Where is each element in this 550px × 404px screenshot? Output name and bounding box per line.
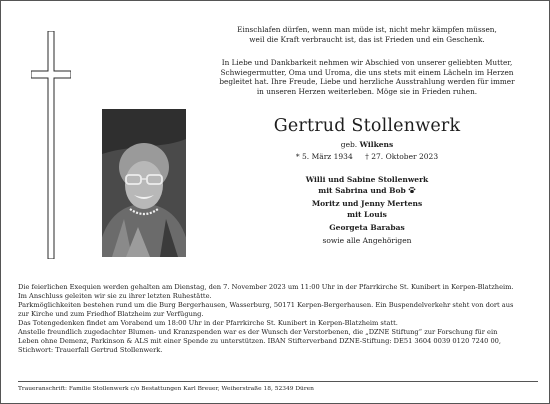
details-line: Parkmöglichkeiten bestehen rund um die Burg Bergerhausen, Wasserburg, 50171 Kerpen-Bergerhausen. Ein Buspendelverkehr steht von dort aus: [18, 301, 514, 310]
details-line: zur Kirche und zum Friedhof Blatzheim zur Verfügung.: [18, 310, 204, 319]
quote-line: weil die Kraft verbraucht ist, das ist Frieden und ein Geschenk.: [249, 34, 485, 44]
mourners: [216, 174, 518, 246]
dedication-line: in unseren Herzen weiterleben. Möge sie in Frieden ruhen.: [256, 86, 478, 96]
cross-icon: [31, 31, 71, 259]
details-line: Die feierlichen Exequien werden gehalten am Dienstag, den 7. November 2023 um 11:00 Uhr in der Pfarrkirche St. Kunibert in Kerpen-Blatzheim.: [18, 283, 514, 291]
mourner-line: Willi und Sabine Stollenwerk: [305, 175, 429, 184]
quote: [216, 25, 518, 44]
mourning-address: Traueranschrift: Familie Stollenwerk c/o Bestattungen Karl Breuer, Weiherstraße 18, 52349 Düren: [18, 386, 314, 392]
paw-icon: [408, 186, 416, 194]
details-line: Leben ohne Demenz, Parkinson & ALS mit einer Spende zu unterstützen. IBAN Stifterverband DZNE-Stiftung: DE51 3604 0039 0120 7240 00,: [18, 337, 502, 346]
birth-name: [216, 140, 518, 150]
mourner-line: mit Louis: [347, 210, 387, 219]
mourner-line: mit Sabrina und Bob: [216, 185, 518, 196]
mourner-line: Moritz und Jenny Mertens: [311, 199, 423, 208]
footer-divider: [18, 381, 538, 382]
dedication-line: Schwiegermutter, Oma und Uroma, die uns stets mit einem Lächeln im Herzen: [220, 67, 514, 77]
mourner-group: [216, 198, 518, 220]
portrait-photo: [102, 109, 186, 257]
mourner-group: [216, 174, 518, 196]
quote-line: Einschlafen dürfen, wenn man müde ist, nicht mehr kämpfen müssen,: [237, 25, 497, 34]
dedication-text: [216, 58, 518, 96]
death-date: † 27. Oktober 2023: [365, 152, 439, 161]
other-mourners: sowie alle Angehörigen: [322, 236, 412, 245]
details-line: Stichwort: Trauerfall Gertrud Stollenwerk.: [18, 346, 163, 355]
dedication-line: begleitet hat. Ihre Freude, Liebe und herzliche Ausstrahlung werden für immer: [219, 77, 515, 87]
mourner-group: [216, 222, 518, 233]
birth-name-prefix: geb.: [340, 140, 358, 149]
funeral-details: [18, 283, 538, 355]
birth-name-value: Wilkens: [359, 140, 394, 149]
details-line: Anstelle freundlich zugedachter Blumen- und Kranzspenden war es der Wunsch der Verstorbenen, die „DZNE Stiftung“ zur Forschung für ein: [18, 328, 498, 337]
dedication-line: In Liebe und Dankbarkeit nehmen wir Abschied von unserer geliebten Mutter,: [221, 58, 513, 67]
details-line: Das Totengedenken findet am Vorabend um 18:00 Uhr in der Pfarrkirche St. Kunibert in Kerpen-Blatzheim statt.: [18, 319, 398, 328]
details-line: Im Anschluss geleiten wir sie zu ihrer letzten Ruhestätte.: [18, 292, 212, 301]
birth-date: * 5. März 1934: [295, 152, 353, 161]
life-dates: [216, 152, 518, 162]
mourner-line: Georgeta Barabas: [329, 223, 405, 232]
deceased-name: Gertrud Stollenwerk: [273, 116, 461, 136]
